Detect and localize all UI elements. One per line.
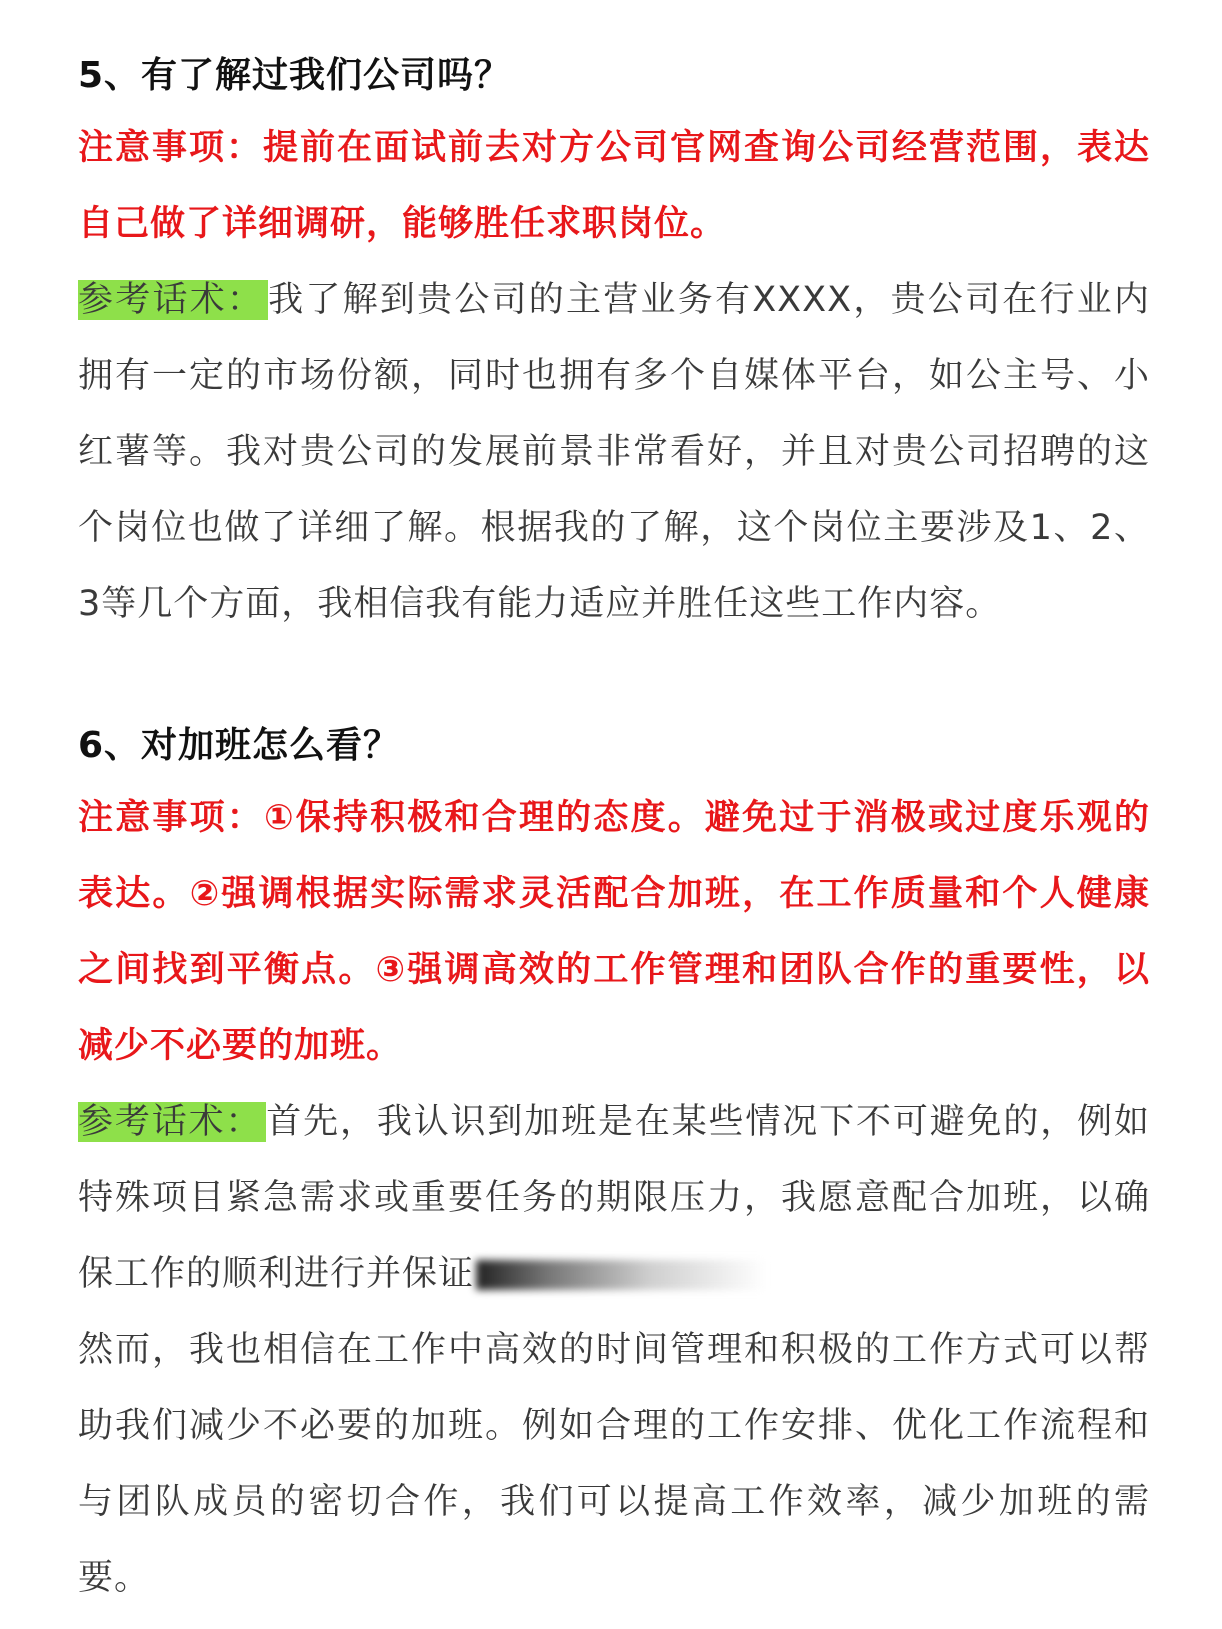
question-5-title: 5、有了解过我们公司吗？ <box>78 55 512 96</box>
question-6-title: 6、对加班怎么看？ <box>78 725 401 766</box>
blurred-redaction <box>476 1260 766 1290</box>
question-6-answer-text-1: 首先，我认识到加班是在某些情况下不可避免的，例如特殊项目紧急需求或重要任务的期限压力，我愿意配合加班，以确保工作的顺利进行并保证 <box>78 1102 1150 1294</box>
section-spacer <box>78 642 1150 712</box>
question-6-answer-text-2: 然而，我也相信在工作中高效的时间管理和积极的工作方式可以帮助我们减少不必要的加班。例如合理的工作安排、优化工作流程和与团队成员的密切合作，我们可以提高工作效率，减少加班的需要。 <box>78 1330 1150 1598</box>
question-5-answer <box>78 262 1150 642</box>
question-5-answer-text: 我了解到贵公司的主营业务有XXXX，贵公司在行业内拥有一定的市场份额，同时也拥有多个自媒体平台，如公主号、小红薯等。我对贵公司的发展前景非常看好，并且对贵公司招聘的这个岗位也做了详细了解。根据我的了解，这个岗位主要涉及1、2、3等几个方面，我相信我有能力适应并胜任这些工作内容。 <box>78 280 1150 624</box>
reference-label-highlight: 参考话术： <box>78 280 268 320</box>
question-6-answer <box>78 1084 1150 1312</box>
question-5-notice: 注意事项：提前在面试前去对方公司官网查询公司经营范围，表达自己做了详细调研，能够胜任求职岗位。 <box>78 128 1150 244</box>
reference-label-highlight: 参考话术： <box>78 1102 266 1142</box>
question-6-notice: 注意事项：①保持积极和合理的态度。避免过于消极或过度乐观的表达。②强调根据实际需求灵活配合加班，在工作质量和个人健康之间找到平衡点。③强调高效的工作管理和团队合作的重要性，以减少不必要的加班。 <box>78 798 1150 1066</box>
